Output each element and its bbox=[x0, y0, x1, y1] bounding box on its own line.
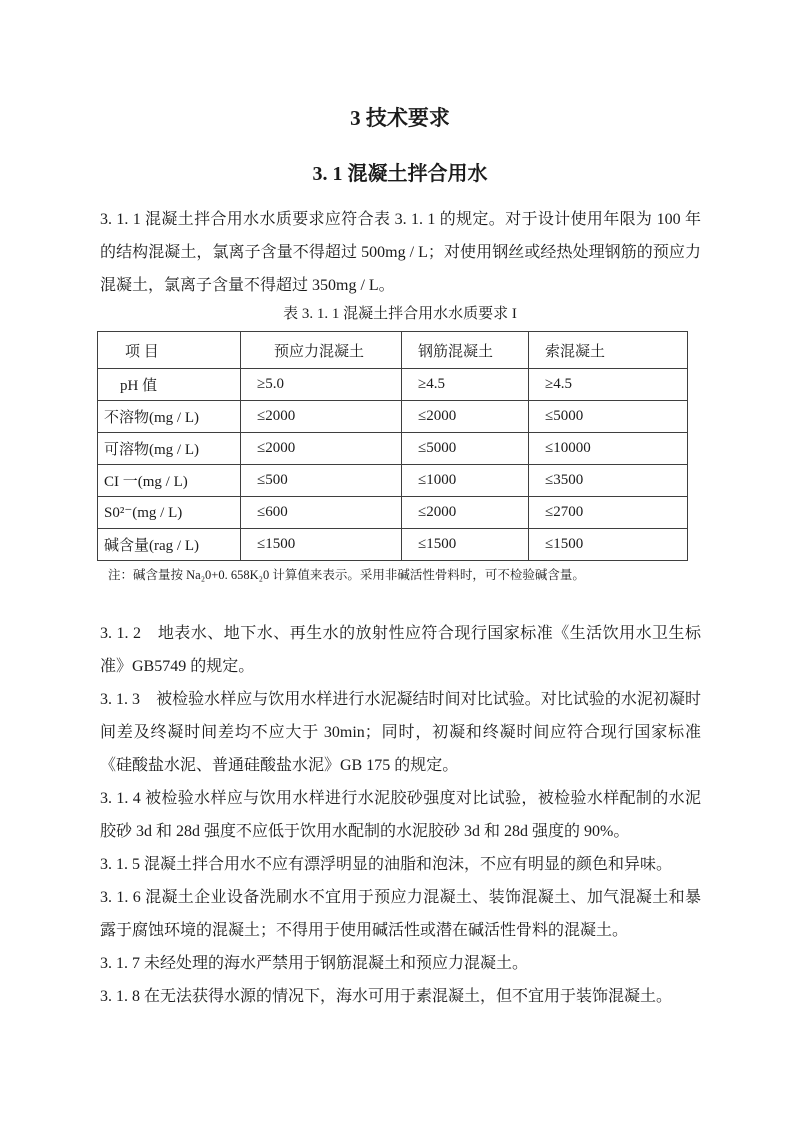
table-row bbox=[98, 401, 688, 433]
table-note: 注：碱含量按 Na₂0+0. 658K₂0 计算值来表示。采用非碱活性骨料时，可不检验碱含量。 bbox=[108, 568, 585, 582]
table-cell: pH 值 bbox=[98, 369, 241, 401]
table-cell: ≤2000 bbox=[402, 497, 529, 529]
clause-3-1-7: 3. 1. 7 未经处理的海水严禁用于钢筋混凝土和预应力混凝土。 bbox=[100, 955, 529, 972]
table-cell: ≤600 bbox=[241, 497, 402, 529]
table-row bbox=[98, 529, 688, 561]
table-body bbox=[98, 369, 688, 561]
table-cell: ≤10000 bbox=[529, 433, 688, 465]
column-header: 预应力混凝土 bbox=[241, 332, 402, 369]
table-cell: 碱含量(rag / L) bbox=[98, 529, 241, 561]
table-cell: ≤1500 bbox=[402, 529, 529, 561]
clause-3-1-4: 3. 1. 4 被检验水样应与饮用水样进行水泥胶砂强度对比试验，被检验水样配制的水泥胶砂 3d 和 28d 强度不应低于饮用水配制的水泥胶砂 3d 和 28d 强度的 90%。 bbox=[100, 790, 701, 840]
table-cell: ≥4.5 bbox=[529, 369, 688, 401]
clause-3-1-2: 3. 1. 2 地表水、地下水、再生水的放射性应符合现行国家标准《生活饮用水卫生标准》GB5749 的规定。 bbox=[100, 625, 701, 675]
column-header: 项 目 bbox=[98, 332, 241, 369]
column-header: 钢筋混凝土 bbox=[402, 332, 529, 369]
section-heading: 3. 1 混凝土拌合用水 bbox=[312, 163, 488, 185]
table-cell: CI 一(mg / L) bbox=[98, 465, 241, 497]
table-row bbox=[98, 369, 688, 401]
clause-3-1-5: 3. 1. 5 混凝土拌合用水不应有漂浮明显的油脂和泡沫，不应有明显的颜色和异味。 bbox=[100, 856, 673, 873]
table-cell: ≤500 bbox=[241, 465, 402, 497]
table-row bbox=[98, 433, 688, 465]
clause-3-1-3: 3. 1. 3 被检验水样应与饮用水样进行水泥凝结时间对比试验。对比试验的水泥初凝时间差及终凝时间差均不应大于 30min；同时，初凝和终凝时间应符合现行国家标准《硅酸盐水泥、普通硅酸盐水泥》GB 175 的规定。 bbox=[100, 691, 701, 774]
clause-3-1-1: 3. 1. 1 混凝土拌合用水水质要求应符合表 3. 1. 1 的规定。对于设计使用年限为 100 年的结构混凝土，氯离子含量不得超过 500mg / L；对使用钢丝或经热处理钢筋的预应力混凝土，氯离子含量不得超过 350mg / L。 bbox=[100, 211, 701, 294]
table-header-row-group bbox=[98, 332, 688, 369]
table-cell: 可溶物(mg / L) bbox=[98, 433, 241, 465]
table-cell: ≤1500 bbox=[529, 529, 688, 561]
chapter-heading: 3 技术要求 bbox=[350, 106, 450, 130]
table-caption: 表 3. 1. 1 混凝土拌合用水水质要求 I bbox=[283, 306, 517, 322]
table-header-row bbox=[98, 332, 688, 369]
table-cell: ≤1000 bbox=[402, 465, 529, 497]
column-header: 索混凝土 bbox=[529, 332, 688, 369]
table-cell: ≤5000 bbox=[529, 401, 688, 433]
table-cell: ≤2000 bbox=[241, 433, 402, 465]
clause-3-1-6: 3. 1. 6 混凝土企业设备洗刷水不宜用于预应力混凝土、装饰混凝土、加气混凝土和暴露于腐蚀环境的混凝土；不得用于使用碱活性或潜在碱活性骨料的混凝土。 bbox=[100, 889, 701, 939]
table-cell: 不溶物(mg / L) bbox=[98, 401, 241, 433]
table-cell: ≤1500 bbox=[241, 529, 402, 561]
water-quality-table bbox=[97, 331, 688, 561]
table-cell: ≥5.0 bbox=[241, 369, 402, 401]
table-cell: S0²⁻(mg / L) bbox=[98, 497, 241, 529]
table-cell: ≤3500 bbox=[529, 465, 688, 497]
table-row bbox=[98, 465, 688, 497]
table-cell: ≤2000 bbox=[241, 401, 402, 433]
table-cell: ≥4.5 bbox=[402, 369, 529, 401]
clause-3-1-8: 3. 1. 8 在无法获得水源的情况下，海水可用于素混凝土，但不宜用于装饰混凝土。 bbox=[100, 988, 673, 1005]
table-cell: ≤5000 bbox=[402, 433, 529, 465]
water-quality-table-container bbox=[97, 331, 688, 561]
table-cell: ≤2000 bbox=[402, 401, 529, 433]
clauses-block bbox=[100, 617, 701, 1013]
table-row bbox=[98, 497, 688, 529]
table-cell: ≤2700 bbox=[529, 497, 688, 529]
